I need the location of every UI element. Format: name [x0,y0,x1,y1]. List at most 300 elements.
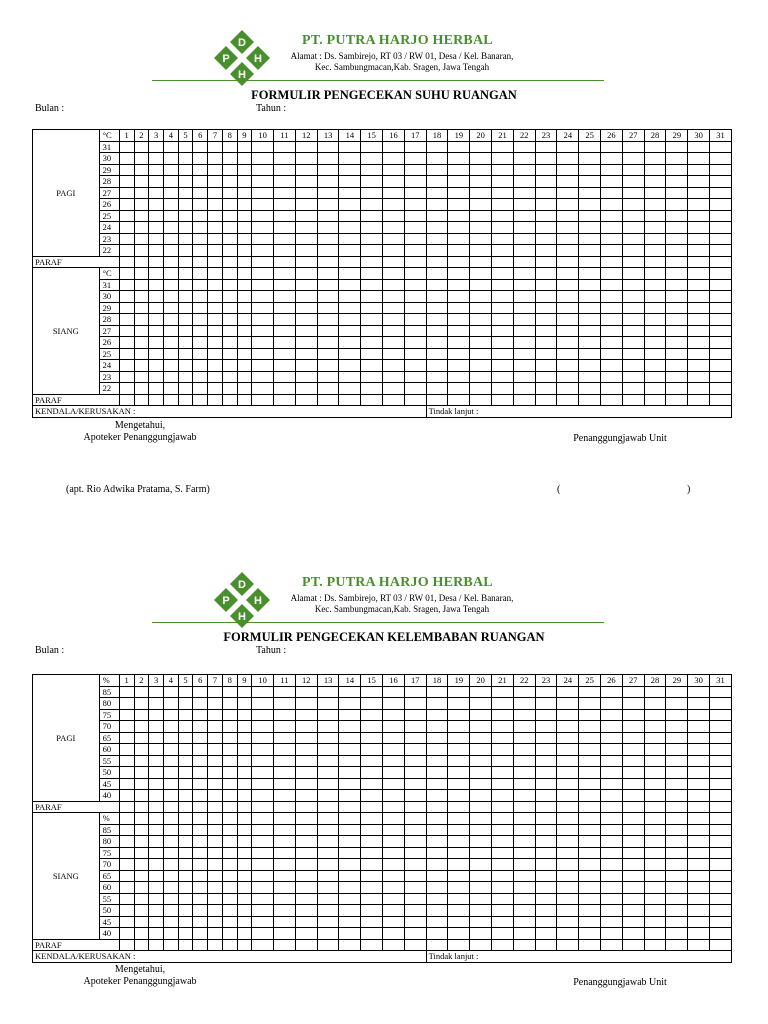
day-cell [448,870,470,882]
paraf-row [33,256,732,268]
day-header: 23 [535,675,557,687]
day-cell [666,371,688,383]
day-cell [426,348,448,360]
day-cell [163,222,178,234]
day-cell [666,153,688,165]
day-cell [426,709,448,721]
day-cell [404,847,426,859]
day-cell [149,767,164,779]
day-cell [361,905,383,917]
paraf-cell [644,394,666,406]
day-cell [252,222,274,234]
day-cell [149,721,164,733]
day-cell [252,302,274,314]
day-cell [448,176,470,188]
day-cell [237,199,252,211]
day-cell [601,698,623,710]
day-cell [163,767,178,779]
day-cell [361,233,383,245]
day-cell [644,813,666,825]
day-cell [535,905,557,917]
day-cell [208,222,223,234]
day-cell [448,698,470,710]
day-cell [317,383,339,395]
day-cell [149,928,164,940]
day-cell [134,268,149,280]
day-cell [383,176,405,188]
day-cell [644,325,666,337]
level-row [33,686,732,698]
paraf-cell [426,256,448,268]
day-cell [492,187,514,199]
day-cell [448,813,470,825]
day-cell [666,824,688,836]
day-cell [274,686,296,698]
day-cell [274,337,296,349]
day-cell [688,709,710,721]
day-cell [193,141,208,153]
day-cell [601,245,623,257]
day-cell [404,164,426,176]
paraf-cell [317,801,339,813]
day-cell [295,348,317,360]
day-cell [208,199,223,211]
day-cell [579,164,601,176]
day-header: 29 [666,675,688,687]
day-cell [535,302,557,314]
day-cell [237,847,252,859]
day-cell [688,824,710,836]
unit-cell: °C [99,130,119,142]
day-cell [208,755,223,767]
day-cell [222,813,237,825]
day-cell [317,314,339,326]
day-cell [470,836,492,848]
day-cell [149,383,164,395]
paraf-cell [383,939,405,951]
day-cell [622,222,644,234]
day-cell [470,383,492,395]
level-row [33,767,732,779]
day-cell [579,732,601,744]
day-cell [339,928,361,940]
day-cell [448,314,470,326]
day-cell [163,371,178,383]
day-cell [252,164,274,176]
day-cell [274,153,296,165]
day-cell [666,767,688,779]
day-cell [688,314,710,326]
day-cell [119,291,134,303]
day-cell [601,778,623,790]
day-cell [222,824,237,836]
day-cell [535,176,557,188]
day-cell [470,199,492,211]
day-cell [513,348,535,360]
day-cell [557,824,579,836]
day-cell [295,222,317,234]
day-cell [222,302,237,314]
day-cell [274,302,296,314]
day-cell [295,870,317,882]
day-cell [317,824,339,836]
day-cell [535,882,557,894]
level-label: 75 [99,709,119,721]
day-cell [666,141,688,153]
day-cell [178,291,193,303]
day-cell [237,928,252,940]
level-label: 26 [99,337,119,349]
day-cell [557,245,579,257]
level-row [33,187,732,199]
day-cell [237,279,252,291]
address-line-1: Alamat : Ds. Sambirejo, RT 03 / RW 01, Desa / Kel. Banaran, [290,593,514,603]
level-row [33,916,732,928]
day-cell [237,141,252,153]
level-label: 60 [99,882,119,894]
day-cell [237,870,252,882]
day-cell [134,233,149,245]
paraf-cell [688,394,710,406]
day-cell [601,813,623,825]
day-cell [426,279,448,291]
day-cell [193,187,208,199]
level-row [33,755,732,767]
paraf-cell [237,801,252,813]
day-cell [274,187,296,199]
day-cell [252,882,274,894]
day-cell [339,164,361,176]
day-cell [119,721,134,733]
day-cell [448,279,470,291]
day-cell [193,744,208,756]
paraf-cell [149,394,164,406]
day-cell [295,732,317,744]
day-cell [688,325,710,337]
day-header: 7 [208,675,223,687]
day-header: 20 [470,130,492,142]
day-cell [237,778,252,790]
day-cell [492,233,514,245]
day-cell [579,176,601,188]
paraf-cell [178,801,193,813]
paraf-cell [448,394,470,406]
day-cell [622,916,644,928]
day-header: 19 [448,675,470,687]
day-cell [470,291,492,303]
day-header: 19 [448,130,470,142]
day-cell [666,859,688,871]
day-cell [274,882,296,894]
day-cell [710,153,732,165]
paraf-cell [513,256,535,268]
day-cell [601,721,623,733]
paraf-cell [295,394,317,406]
day-cell [361,245,383,257]
day-cell [149,732,164,744]
day-cell [252,790,274,802]
day-cell [134,755,149,767]
day-cell [404,755,426,767]
day-cell [710,176,732,188]
day-cell [295,279,317,291]
day-cell [163,164,178,176]
day-cell [688,836,710,848]
day-cell [492,325,514,337]
level-label: 31 [99,141,119,153]
day-cell [317,778,339,790]
day-cell [513,893,535,905]
day-cell [688,893,710,905]
day-cell [295,893,317,905]
day-cell [222,360,237,372]
day-cell [710,233,732,245]
day-cell [383,337,405,349]
level-row [33,870,732,882]
day-cell [252,836,274,848]
day-header: 3 [149,675,164,687]
day-cell [404,709,426,721]
paraf-cell [426,939,448,951]
paraf-cell [666,256,688,268]
day-cell [361,337,383,349]
company-address [286,51,518,73]
paraf-cell [178,939,193,951]
paraf-cell [339,801,361,813]
day-cell [208,790,223,802]
day-cell [688,859,710,871]
day-cell [622,360,644,372]
day-cell [644,314,666,326]
day-cell [119,233,134,245]
day-cell [644,698,666,710]
day-cell [361,767,383,779]
day-cell [644,279,666,291]
day-cell [193,153,208,165]
day-cell [208,721,223,733]
day-cell [557,778,579,790]
day-cell [178,744,193,756]
logo-letter-h2: H [238,611,246,623]
paraf-cell [666,939,688,951]
day-cell [274,744,296,756]
day-cell [535,732,557,744]
day-cell [134,360,149,372]
day-cell [557,279,579,291]
day-cell [252,279,274,291]
day-cell [579,836,601,848]
day-cell [193,778,208,790]
day-cell [274,928,296,940]
day-cell [178,905,193,917]
day-cell [274,698,296,710]
day-cell [134,767,149,779]
day-cell [601,337,623,349]
day-cell [383,778,405,790]
day-cell [163,755,178,767]
day-cell [644,245,666,257]
day-cell [119,686,134,698]
day-cell [178,325,193,337]
level-row [33,882,732,894]
day-cell [237,916,252,928]
day-cell [710,882,732,894]
level-row [33,371,732,383]
day-cell [710,744,732,756]
day-cell [295,847,317,859]
level-label: 70 [99,859,119,871]
day-cell [688,360,710,372]
day-cell [193,371,208,383]
day-cell [208,187,223,199]
day-cell [622,767,644,779]
day-cell [317,721,339,733]
address-line-2: Kec. Sambungmacan,Kab. Sragen, Jawa Tengah [314,604,490,614]
day-cell [317,905,339,917]
day-cell [579,698,601,710]
day-cell [622,314,644,326]
check-table [32,674,732,963]
day-cell [361,360,383,372]
day-cell [134,279,149,291]
paraf-cell [149,256,164,268]
day-cell [448,245,470,257]
day-cell [178,870,193,882]
day-cell [193,790,208,802]
apoteker-label: Apoteker Penanggungjawab [83,976,197,987]
day-cell [666,337,688,349]
signature-left [60,420,220,444]
paraf-row [33,801,732,813]
day-cell [252,767,274,779]
paraf-cell [252,801,274,813]
day-cell [535,210,557,222]
level-row [33,824,732,836]
day-cell [178,279,193,291]
day-header: 14 [339,675,361,687]
day-cell [535,245,557,257]
day-cell [404,314,426,326]
day-cell [601,732,623,744]
day-cell [178,767,193,779]
day-cell [119,164,134,176]
paraf-cell [601,801,623,813]
day-cell [119,325,134,337]
day-cell [383,721,405,733]
apoteker-label: Apoteker Penanggungjawab [83,432,197,443]
day-cell [178,721,193,733]
day-cell [178,847,193,859]
day-cell [237,187,252,199]
paraf-cell [579,939,601,951]
day-cell [426,371,448,383]
day-cell [622,721,644,733]
day-cell [208,153,223,165]
day-cell [208,916,223,928]
day-cell [134,141,149,153]
day-cell [535,824,557,836]
day-header: 4 [163,675,178,687]
level-label: 85 [99,686,119,698]
day-cell [688,778,710,790]
day-cell [361,755,383,767]
day-cell [193,721,208,733]
day-cell [557,325,579,337]
day-cell [426,847,448,859]
day-cell [295,686,317,698]
day-cell [426,176,448,188]
day-cell [208,882,223,894]
day-cell [470,709,492,721]
day-cell [622,337,644,349]
day-cell [383,233,405,245]
day-cell [426,325,448,337]
day-cell [688,153,710,165]
paraf-cell [426,394,448,406]
day-cell [535,686,557,698]
day-cell [622,859,644,871]
day-cell [149,233,164,245]
day-header: 16 [383,675,405,687]
day-cell [317,291,339,303]
day-cell [295,709,317,721]
day-cell [601,847,623,859]
day-cell [149,813,164,825]
paraf-cell [535,801,557,813]
day-cell [237,360,252,372]
level-label: 22 [99,383,119,395]
day-cell [426,813,448,825]
paraf-cell [193,394,208,406]
level-row [33,744,732,756]
day-cell [666,222,688,234]
day-cell [448,824,470,836]
day-cell [470,314,492,326]
day-header: 27 [622,130,644,142]
day-cell [361,348,383,360]
level-row [33,732,732,744]
level-row [33,790,732,802]
day-cell [208,268,223,280]
day-cell [688,882,710,894]
day-header: 6 [193,675,208,687]
day-cell [119,337,134,349]
day-cell [535,698,557,710]
day-cell [119,744,134,756]
day-cell [383,199,405,211]
day-cell [119,859,134,871]
session-label: SIANG [33,268,100,395]
day-cell [208,870,223,882]
day-cell [295,233,317,245]
day-cell [535,928,557,940]
day-cell [361,371,383,383]
level-label: 75 [99,847,119,859]
day-cell [404,928,426,940]
paraf-cell [274,256,296,268]
day-cell [163,698,178,710]
day-cell [666,314,688,326]
day-cell [317,199,339,211]
day-cell [404,222,426,234]
penanggung-unit-label: Penanggungjawab Unit [573,433,667,444]
day-header: 9 [237,675,252,687]
day-cell [222,870,237,882]
day-cell [622,210,644,222]
day-cell [448,187,470,199]
level-label: 28 [99,176,119,188]
day-cell [317,882,339,894]
